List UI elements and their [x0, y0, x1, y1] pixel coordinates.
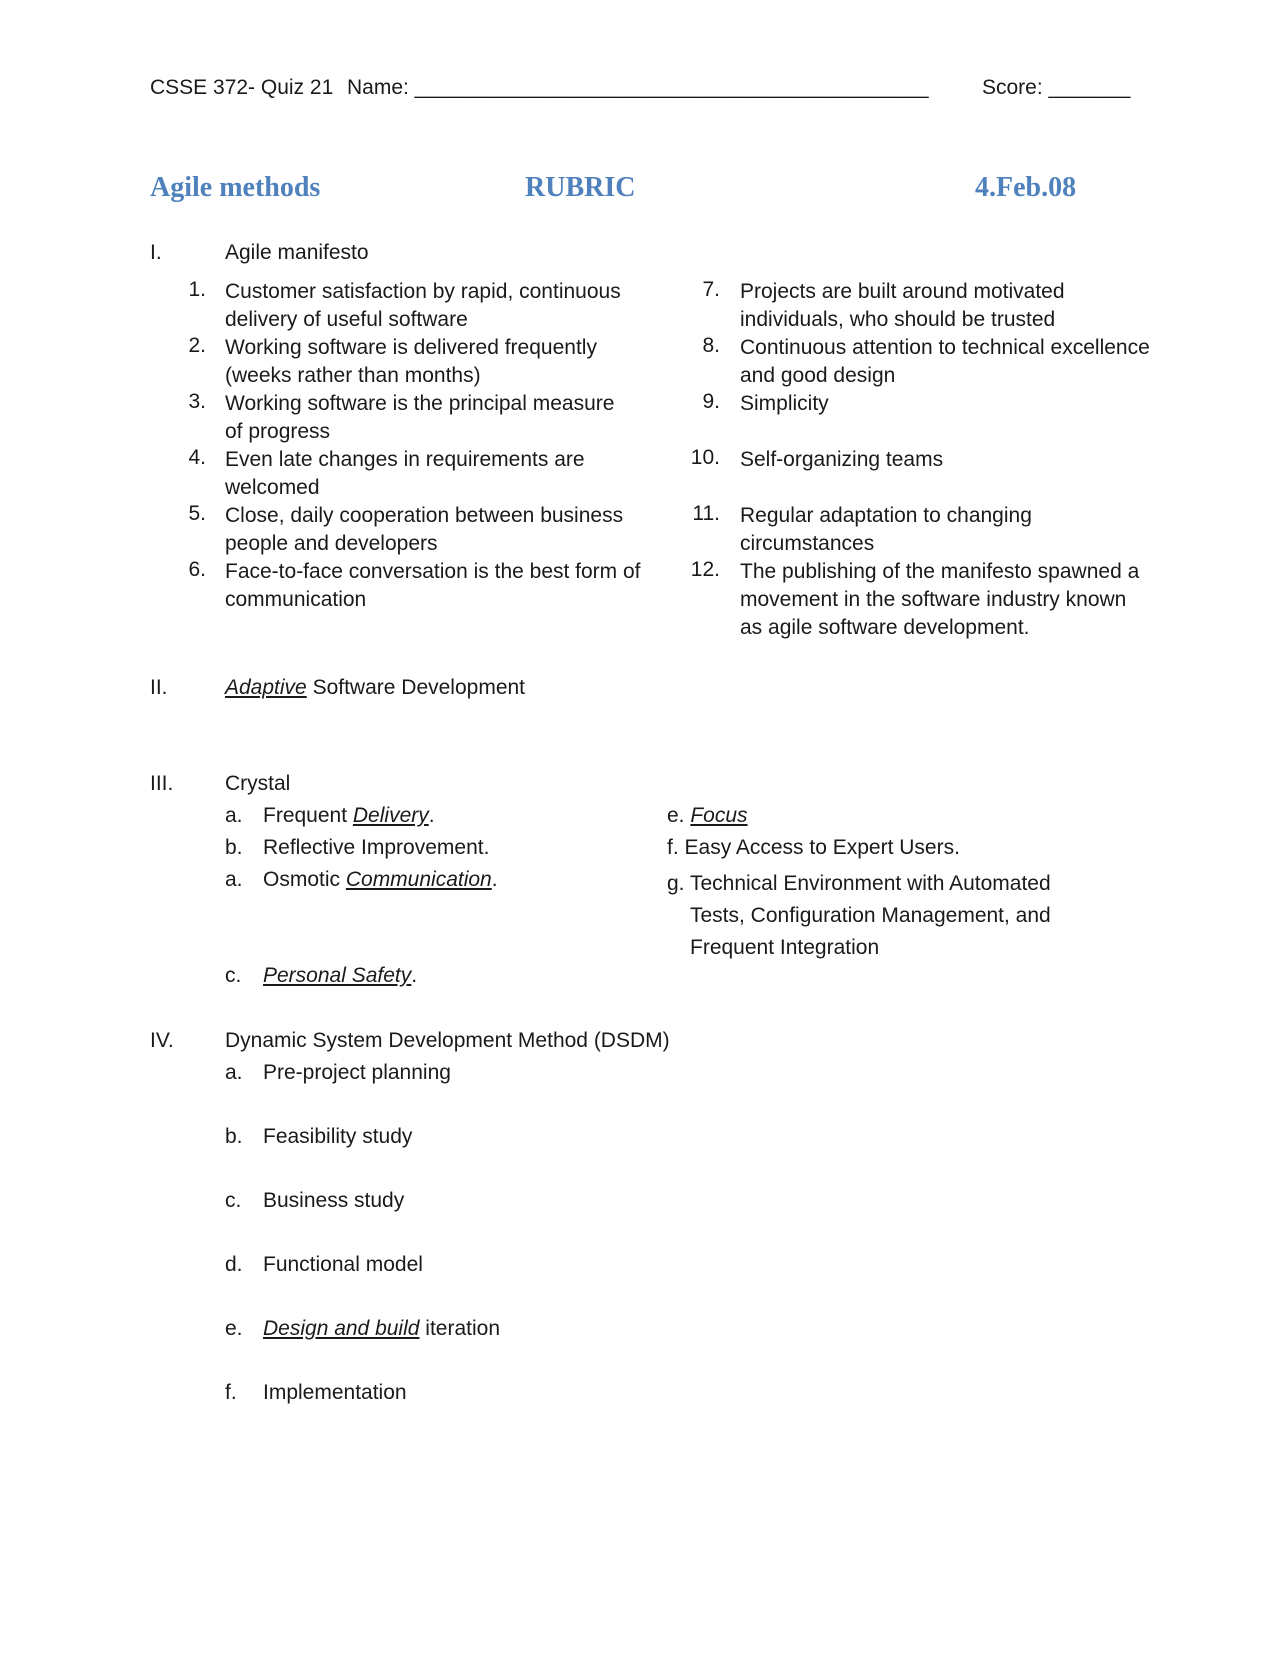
list-item: Working software is the principal measure of progress [225, 392, 615, 443]
rubric-title: RUBRIC [525, 172, 636, 203]
list-number: 5. [188, 502, 206, 525]
list-number: 10. [690, 446, 720, 469]
list-number: 1. [188, 278, 206, 301]
list-item: Frequent Delivery. [263, 804, 435, 827]
doc-title: Agile methods [150, 172, 321, 203]
score-field: Score: _______ [982, 76, 1131, 99]
list-item: Working software is delivered frequently (weeks rather than months) [225, 336, 597, 387]
list-letter: f. [225, 1381, 237, 1404]
list-item: f. Easy Access to Expert Users. [667, 836, 960, 859]
section-1-numeral: I. [150, 241, 162, 264]
list-letter: b. [225, 836, 243, 859]
section-4-heading: Dynamic System Development Method (DSDM) [225, 1029, 670, 1052]
section-3-heading: Crystal [225, 772, 291, 795]
list-number: 12. [690, 558, 720, 581]
list-number: 11. [692, 502, 720, 525]
list-item: Functional model [263, 1253, 423, 1276]
list-letter: e. [225, 1317, 243, 1340]
name-field: Name: ____________________________________________ [347, 76, 929, 99]
list-number: 4. [188, 446, 206, 469]
course-label: CSSE 372- Quiz 21 [150, 76, 334, 99]
list-number: 8. [702, 334, 720, 357]
list-number: 9. [702, 390, 720, 413]
list-letter: b. [225, 1125, 243, 1148]
list-number: 6. [188, 558, 206, 581]
list-item: g. Technical Environment with Automated Tests, Configuration Management, and Frequent Integration [667, 872, 1051, 959]
list-item: Reflective Improvement. [263, 836, 490, 859]
list-item: e. Focus [667, 804, 748, 827]
list-item: Regular adaptation to changing circumstances [740, 504, 1032, 555]
section-4-numeral: IV. [150, 1029, 174, 1052]
list-item: Close, daily cooperation between business people and developers [225, 504, 624, 555]
list-item: Projects are built around motivated individuals, who should be trusted [740, 280, 1065, 331]
list-item: Personal Safety. [263, 964, 418, 987]
list-item: Feasibility study [263, 1125, 413, 1148]
list-item: Implementation [263, 1381, 407, 1404]
list-item: Design and build iteration [263, 1317, 500, 1340]
list-letter: c. [225, 964, 242, 987]
list-number: 7. [702, 278, 720, 301]
section-3-numeral: III. [150, 772, 174, 795]
list-item: Business study [263, 1189, 405, 1212]
list-item: Customer satisfaction by rapid, continuous delivery of useful software [225, 280, 621, 331]
list-item: Self-organizing teams [740, 448, 944, 471]
doc-date: 4.Feb.08 [975, 172, 1077, 203]
list-letter: a. [225, 804, 243, 827]
list-item: Osmotic Communication. [263, 868, 498, 891]
list-letter: d. [225, 1253, 243, 1276]
list-number: 2. [188, 334, 206, 357]
list-letter: a. [225, 1061, 243, 1084]
list-item: Pre-project planning [263, 1061, 451, 1084]
list-item: Continuous attention to technical excellence and good design [740, 336, 1150, 387]
list-item: The publishing of the manifesto spawned a movement in the software industry known as agile software development. [740, 560, 1140, 639]
list-item: Simplicity [740, 392, 829, 415]
list-letter: a. [225, 868, 243, 891]
list-number: 3. [188, 390, 206, 413]
section-2-heading: Adaptive Software Development [225, 676, 526, 699]
section-1-heading: Agile manifesto [225, 241, 369, 264]
list-letter: c. [225, 1189, 242, 1212]
list-item: Even late changes in requirements are welcomed [225, 448, 585, 499]
section-2-numeral: II. [150, 676, 168, 699]
list-item: Face-to-face conversation is the best form of communication [225, 560, 641, 611]
